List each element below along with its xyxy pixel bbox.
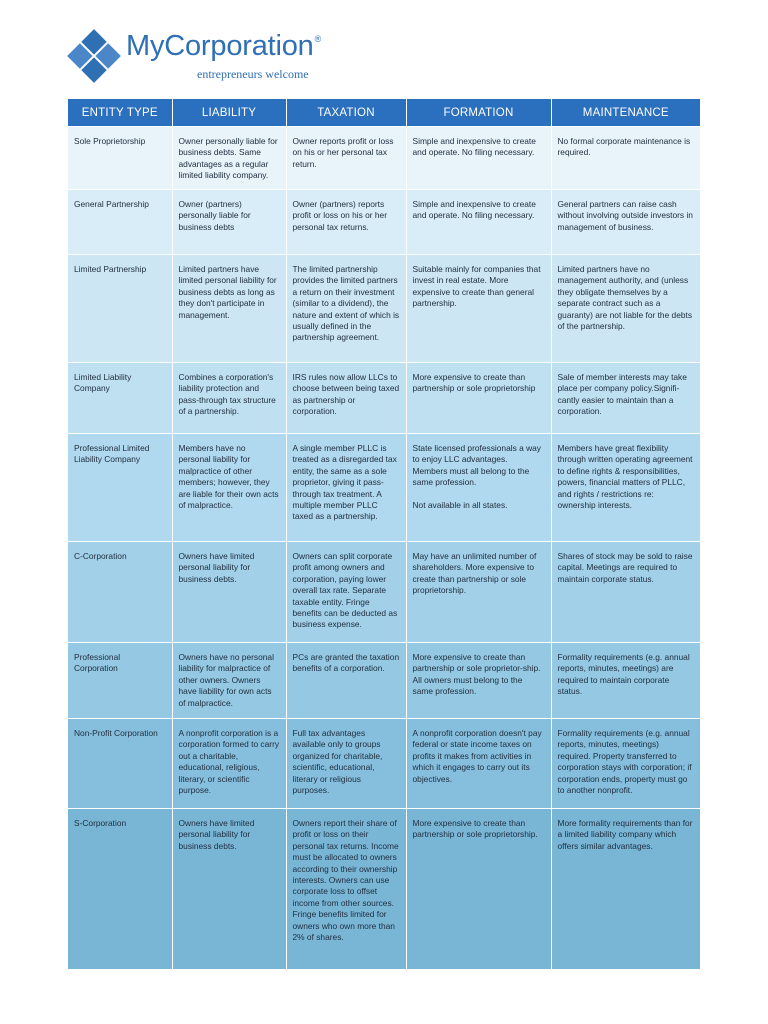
brand-header xyxy=(66,26,386,86)
logo-diamond-icon xyxy=(66,28,122,84)
table-row xyxy=(68,542,700,643)
cell-maintenance: Members have great flexibility through written operating agreement to define rights & responsibilities, powers, financial matters of PLLC, and rights / restrictions re: ownership interests. xyxy=(551,434,700,542)
cell-taxation: Full tax advantages available only to groups organized for charitable, scientific, educational, literary or religious purposes. xyxy=(286,719,406,809)
cell-taxation: The limited partnership provides the limited partners a return on their investment (similar to a dividend), the nature and extent of which is usually defined in the partnership agreement. xyxy=(286,255,406,363)
cell-maintenance: Sale of member interests may take place per company policy.Signifi-cantly easier to maintain than a corporation. xyxy=(551,363,700,434)
cell-formation: More expensive to create than partnership or sole proprietorship. xyxy=(406,809,551,969)
cell-maintenance: More formality requirements than for a limited liability company which offers similar advantages. xyxy=(551,809,700,969)
header-entity-type: ENTITY TYPE xyxy=(68,99,172,127)
cell-formation: Simple and inexpensive to create and operate. No filing necessary. xyxy=(406,190,551,255)
cell-formation: A nonprofit corporation doesn't pay federal or state income taxes on profits it makes from activities in which it engages to carry out its objectives. xyxy=(406,719,551,809)
cell-liability: Owners have no personal liability for malpractice of other owners. Owners have liability for own acts of malpractice. xyxy=(172,643,286,719)
cell-maintenance: No formal corporate maintenance is required. xyxy=(551,127,700,190)
table-row xyxy=(68,719,700,809)
cell-entity: General Partnership xyxy=(68,190,172,255)
brand-name: MyCorporation® xyxy=(126,30,322,62)
entity-comparison-table xyxy=(68,99,700,969)
table-row xyxy=(68,809,700,969)
cell-maintenance: Limited partners have no management authority, and (unless they obligate themselves by a separate contract such as a guaranty) are not liable for the debts of the partnership. xyxy=(551,255,700,363)
cell-taxation: IRS rules now allow LLCs to choose between being taxed as partnership or corporation. xyxy=(286,363,406,434)
cell-liability: A nonprofit corporation is a corporation formed to carry out a charitable, educational, religious, literary, or scientific purpose. xyxy=(172,719,286,809)
table-header-row xyxy=(68,99,700,127)
cell-entity: Non-Profit Corporation xyxy=(68,719,172,809)
cell-liability: Members have no personal liability for malpractice of other members; however, they are liable for their own acts of malpractice. xyxy=(172,434,286,542)
cell-formation: More expensive to create than partnership or sole proprietorship xyxy=(406,363,551,434)
cell-formation: State licensed professionals a way to enjoy LLC advantages. Members must all belong to the same profession. Not available in all states. xyxy=(406,434,551,542)
cell-liability: Owner (partners) personally liable for business debts xyxy=(172,190,286,255)
cell-entity: Limited Liability Company xyxy=(68,363,172,434)
cell-maintenance: General partners can raise cash without involving outside investors in management of business. xyxy=(551,190,700,255)
cell-entity: S-Corporation xyxy=(68,809,172,969)
cell-formation: Simple and inexpensive to create and operate. No filing necessary. xyxy=(406,127,551,190)
cell-taxation: Owner (partners) reports profit or loss on his or her personal tax returns. xyxy=(286,190,406,255)
table-row xyxy=(68,190,700,255)
cell-entity: Professional Corporation xyxy=(68,643,172,719)
brand-tagline: entrepreneurs welcome xyxy=(197,67,309,81)
cell-maintenance: Formality requirements (e.g. annual reports, minutes, meetings) are required to maintain corporate status. xyxy=(551,643,700,719)
header-taxation: TAXATION xyxy=(286,99,406,127)
cell-maintenance: Formality requirements (e.g. annual reports, minutes, meetings) required. Property transferred to corporation stays with corporation; if corporation ends, property must go to another nonprofit. xyxy=(551,719,700,809)
cell-entity: Sole Proprietorship xyxy=(68,127,172,190)
cell-liability: Owners have limited personal liability for business debts. xyxy=(172,809,286,969)
cell-formation: More expensive to create than partnership or sole proprietor-ship. All owners must belong to the same profession. xyxy=(406,643,551,719)
cell-entity: C-Corporation xyxy=(68,542,172,643)
table-row xyxy=(68,434,700,542)
header-formation: FORMATION xyxy=(406,99,551,127)
cell-taxation: Owners can split corporate profit among owners and corporation, paying lower overall tax rate. Separate taxable entity. Fringe benefits can be deducted as business expense. xyxy=(286,542,406,643)
table-row xyxy=(68,363,700,434)
cell-entity: Limited Partnership xyxy=(68,255,172,363)
cell-maintenance: Shares of stock may be sold to raise capital. Meetings are required to maintain corporate status. xyxy=(551,542,700,643)
table-row xyxy=(68,255,700,363)
cell-formation: Suitable mainly for companies that invest in real estate. More expensive to create than general partnership. xyxy=(406,255,551,363)
registered-mark: ® xyxy=(314,34,322,44)
header-liability: LIABILITY xyxy=(172,99,286,127)
cell-entity: Professional Limited Liability Company xyxy=(68,434,172,542)
cell-taxation: A single member PLLC is treated as a disregarded tax entity, the same as a sole proprietor, giving it pass-through tax treatment. A multiple member PLLC taxed as a partnership. xyxy=(286,434,406,542)
table-row xyxy=(68,643,700,719)
cell-formation: May have an unlimited number of shareholders. More expensive to create than partnership or sole proprietorship. xyxy=(406,542,551,643)
table-row xyxy=(68,127,700,190)
cell-taxation: Owner reports profit or loss on his or her personal tax return. xyxy=(286,127,406,190)
header-maintenance: MAINTENANCE xyxy=(551,99,700,127)
cell-liability: Owners have limited personal liability for business debts. xyxy=(172,542,286,643)
cell-liability: Owner personally liable for business debts. Same advantages as a regular limited liability company. xyxy=(172,127,286,190)
cell-taxation: Owners report their share of profit or loss on their personal tax returns. Income must be allocated to owners according to their ownership interests. Owners can use corporate loss to offset income from other sources. Fringe benefits limited for owners who own more than 2% of shares. xyxy=(286,809,406,969)
cell-liability: Limited partners have limited personal liability for business debts as long as they don't participate in management. xyxy=(172,255,286,363)
cell-taxation: PCs are granted the taxation benefits of a corporation. xyxy=(286,643,406,719)
cell-liability: Combines a corporation's liability protection and pass-through tax structure of a partnership. xyxy=(172,363,286,434)
